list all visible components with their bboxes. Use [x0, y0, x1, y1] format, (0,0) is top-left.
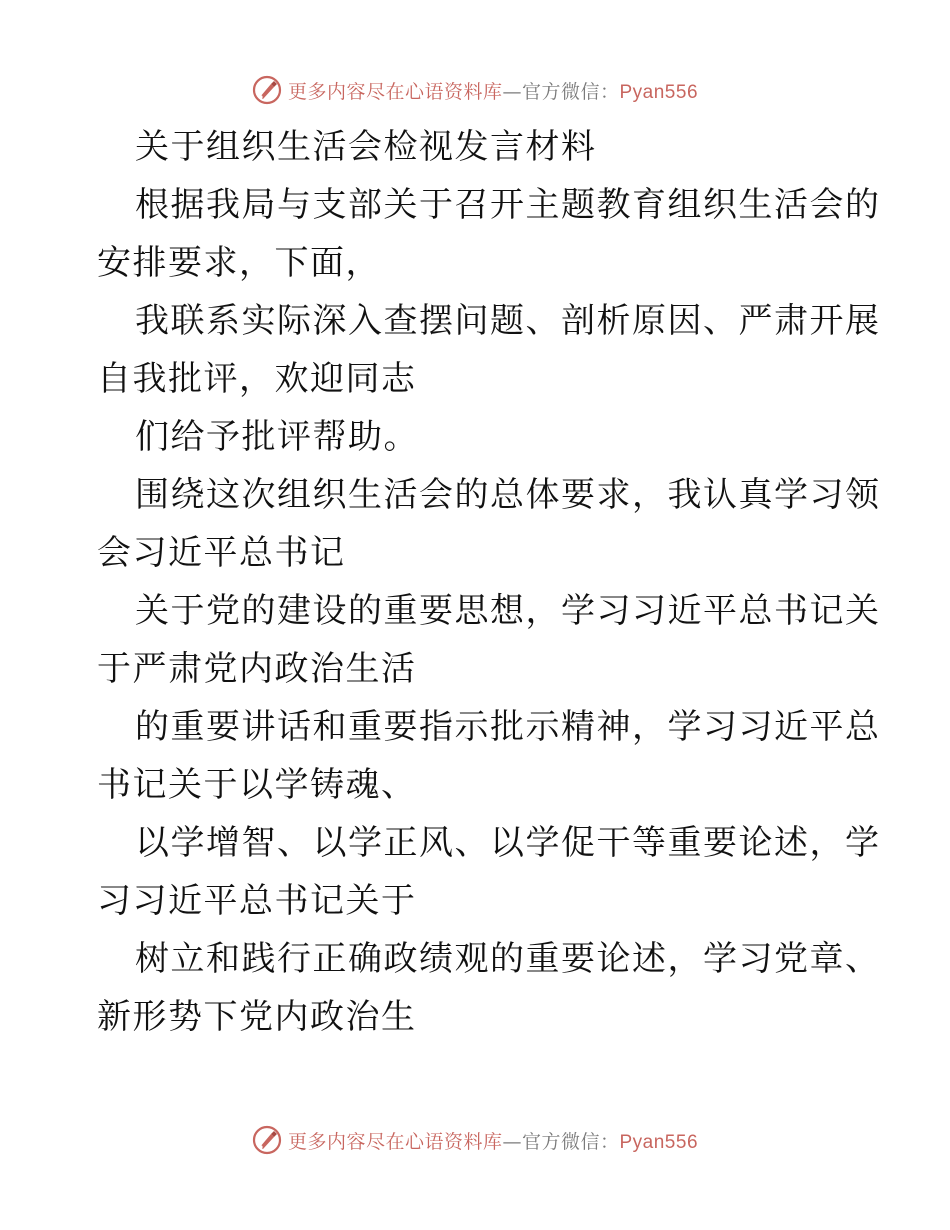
paragraph-line: 于严肃党内政治生活: [97, 649, 417, 689]
paragraph-line: 新形势下党内政治生: [97, 997, 417, 1037]
watermark-text: 更多内容尽在心语资料库—官方微信：Pyan556: [287, 80, 699, 103]
document-title: 关于组织生活会检视发言材料: [135, 127, 597, 167]
footer-watermark: [0, 1122, 950, 1158]
paragraph-line: 根据我局与支部关于召开主题教育组织生活会的: [135, 185, 881, 225]
paragraph-line: 们给予批评帮助。: [135, 417, 419, 457]
paragraph-line: 树立和践行正确政绩观的重要论述，学习党章、: [135, 939, 881, 979]
paragraph-line: 习习近平总书记关于: [97, 881, 417, 921]
watermark-text: 更多内容尽在心语资料库—官方微信：Pyan556: [287, 1130, 699, 1153]
document-body: [97, 118, 881, 1046]
paragraph-line: 自我批评，欢迎同志: [97, 359, 417, 399]
paragraph-line: 书记关于以学铸魂、: [97, 765, 417, 805]
paragraph-line: 我联系实际深入查摆问题、剖析原因、严肃开展: [135, 301, 881, 341]
pen-nib-logo-icon: [252, 75, 282, 105]
header-watermark: [0, 72, 950, 108]
paragraph-line: 以学增智、以学正风、以学促干等重要论述，学: [135, 823, 881, 863]
paragraph-line: 的重要讲话和重要指示批示精神，学习习近平总: [135, 707, 881, 747]
pen-nib-logo-icon: [252, 1125, 282, 1155]
paragraph-line: 围绕这次组织生活会的总体要求，我认真学习领: [135, 475, 881, 515]
paragraph-line: 会习近平总书记: [97, 533, 346, 573]
paragraph-line: 安排要求，下面，: [97, 243, 381, 283]
paragraph-line: 关于党的建设的重要思想，学习习近平总书记关: [135, 591, 881, 631]
